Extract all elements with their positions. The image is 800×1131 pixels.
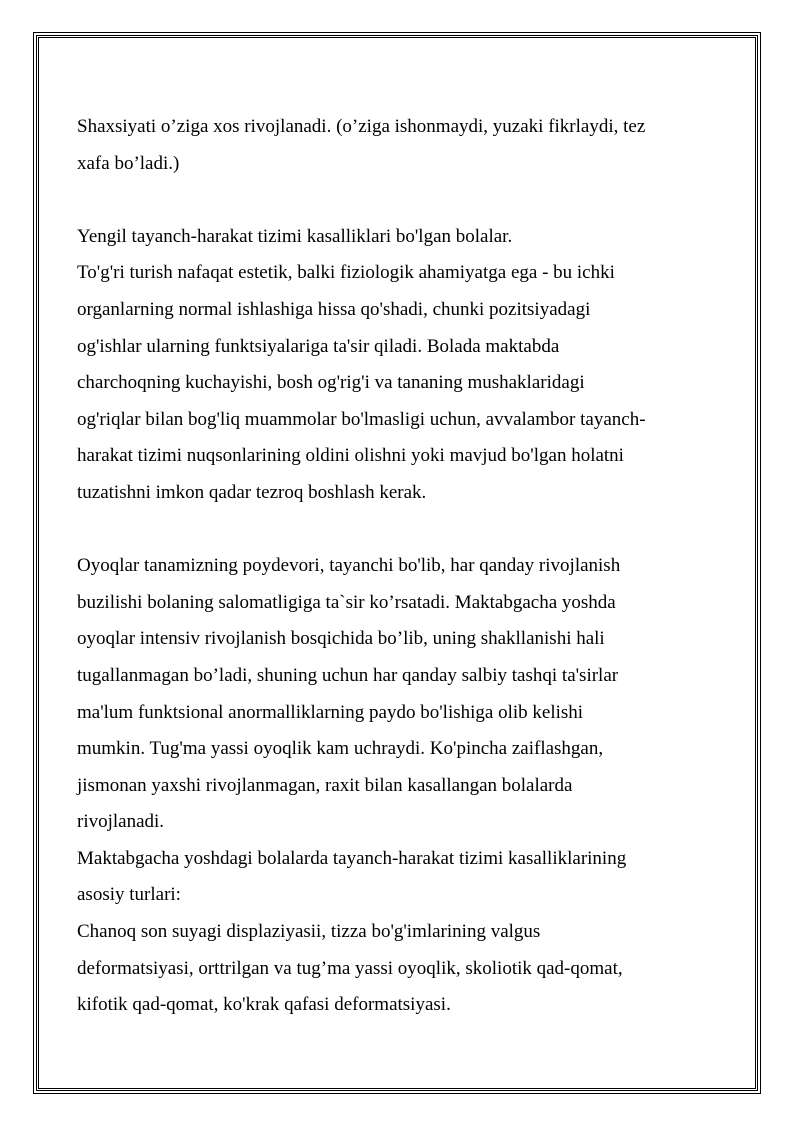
document-body [77, 109, 737, 1024]
paragraph-feet [77, 548, 737, 841]
text-line: tuzatishni imkon qadar tezroq boshlash kerak. [77, 481, 427, 503]
paragraph-spacer [77, 512, 737, 549]
paragraph-disease-types-list [77, 914, 737, 1024]
text-line: Maktabgacha yoshdagi bolalarda tayanch-harakat tizimi kasalliklarining [77, 847, 627, 869]
text-line: jismonan yaxshi rivojlanmagan, raxit bilan kasallangan bolalarda [77, 774, 573, 796]
text-line: og'ishlar ularning funktsiyalariga ta'sir qiladi. Bolada maktabda [77, 335, 560, 357]
text-line: harakat tizimi nuqsonlarining oldini olishni yoki mavjud bo'lgan holatni [77, 445, 624, 467]
text-line: charchoqning kuchayishi, bosh og'rig'i va tananing mushaklaridagi [77, 372, 585, 394]
paragraph-heading-musculoskeletal [77, 219, 737, 256]
text-line: oyoqlar intensiv rivojlanish bosqichida bo’lib, uning shakllanishi hali [77, 628, 605, 650]
text-line: Chanoq son suyagi displaziyasii, tizza bo'g'imlarining valgus [77, 921, 541, 943]
text-line: kifotik qad-qomat, ko'krak qafasi deformatsiyasi. [77, 994, 451, 1016]
paragraph-personality [77, 109, 737, 182]
text-line: ma'lum funktsional anormalliklarning paydo bo'lishiga olib kelishi [77, 701, 584, 723]
paragraph-posture [77, 255, 737, 511]
text-line: Yengil tayanch-harakat tizimi kasalliklari bo'lgan bolalar. [77, 225, 513, 247]
text-line: xafa bo’ladi.) [77, 152, 180, 174]
text-line: mumkin. Tug'ma yassi oyoqlik kam uchraydi. Ko'pincha zaiflashgan, [77, 738, 604, 760]
text-line: Oyoqlar tanamizning poydevori, tayanchi bo'lib, har qanday rivojlanish [77, 555, 621, 577]
text-line: buzilishi bolaning salomatligiga ta`sir ko’rsatadi. Maktabgacha yoshda [77, 591, 616, 613]
text-line: organlarning normal ishlashiga hissa qo'shadi, chunki pozitsiyadagi [77, 298, 591, 320]
text-line: tugallanmagan bo’ladi, shuning uchun har qanday salbiy tashqi ta'sirlar [77, 664, 619, 686]
text-line: og'riqlar bilan bog'liq muammolar bo'lmasligi uchun, avvalambor tayanch- [77, 408, 646, 430]
text-line: To'g'ri turish nafaqat estetik, balki fiziologik ahamiyatga ega - bu ichki [77, 262, 615, 284]
text-line: rivojlanadi. [77, 811, 165, 833]
text-line: Shaxsiyati o’ziga xos rivojlanadi. (o’ziga ishonmaydi, yuzaki fikrlaydi, tez [77, 116, 646, 137]
text-line: asosiy turlari: [77, 884, 181, 906]
paragraph-disease-types-intro [77, 841, 737, 914]
paragraph-spacer [77, 182, 737, 219]
text-line: deformatsiyasi, orttrilgan va tug’ma yassi oyoqlik, skoliotik qad-qomat, [77, 957, 623, 979]
